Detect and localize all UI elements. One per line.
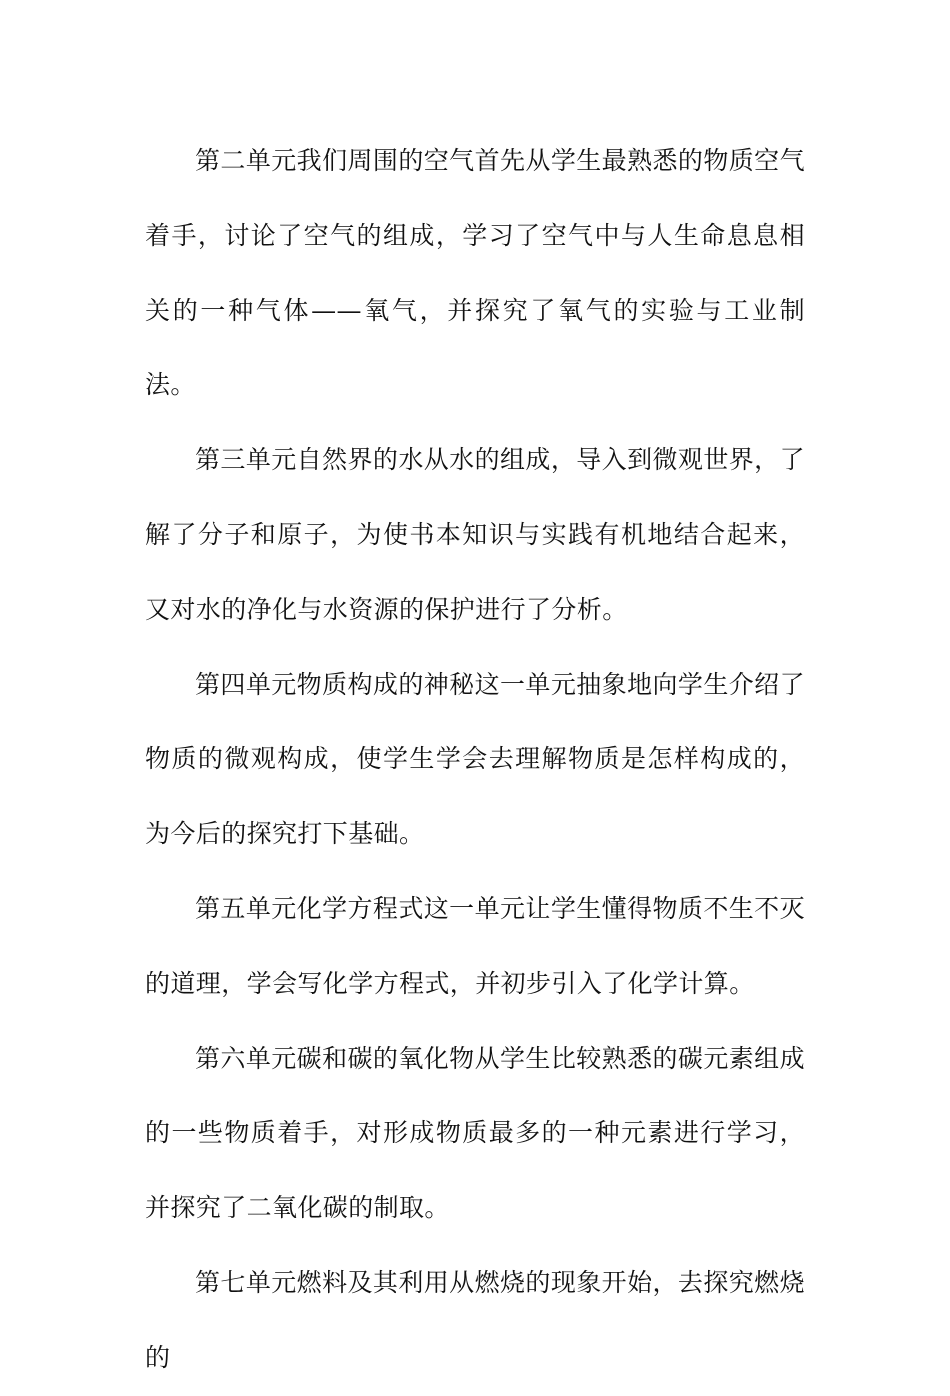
paragraph-unit-4: 第四单元物质构成的神秘这一单元抽象地向学生介绍了物质的微观构成，使学生学会去理解物质是怎样构成的，为今后的探究打下基础。: [145, 669, 805, 849]
paragraph-unit-2: 第二单元我们周围的空气首先从学生最熟悉的物质空气着手，讨论了空气的组成，学习了空气中与人生命息息相关的一种气体——氧气，并探究了氧气的实验与工业制法。: [145, 146, 805, 400]
document-body: [145, 124, 805, 1396]
paragraph-unit-6: 第六单元碳和碳的氧化物从学生比较熟悉的碳元素组成的一些物质着手，对形成物质最多的一种元素进行学习，并探究了二氧化碳的制取。: [145, 1043, 805, 1223]
paragraph-unit-5: 第五单元化学方程式这一单元让学生懂得物质不生不灭的道理，学会写化学方程式，并初步引入了化学计算。: [145, 893, 805, 998]
paragraph-unit-7: 第七单元燃料及其利用从燃烧的现象开始，去探究燃烧的: [145, 1267, 805, 1372]
paragraph-unit-3: 第三单元自然界的水从水的组成，导入到微观世界，了解了分子和原子，为使书本知识与实践有机地结合起来，又对水的净化与水资源的保护进行了分析。: [145, 445, 805, 624]
